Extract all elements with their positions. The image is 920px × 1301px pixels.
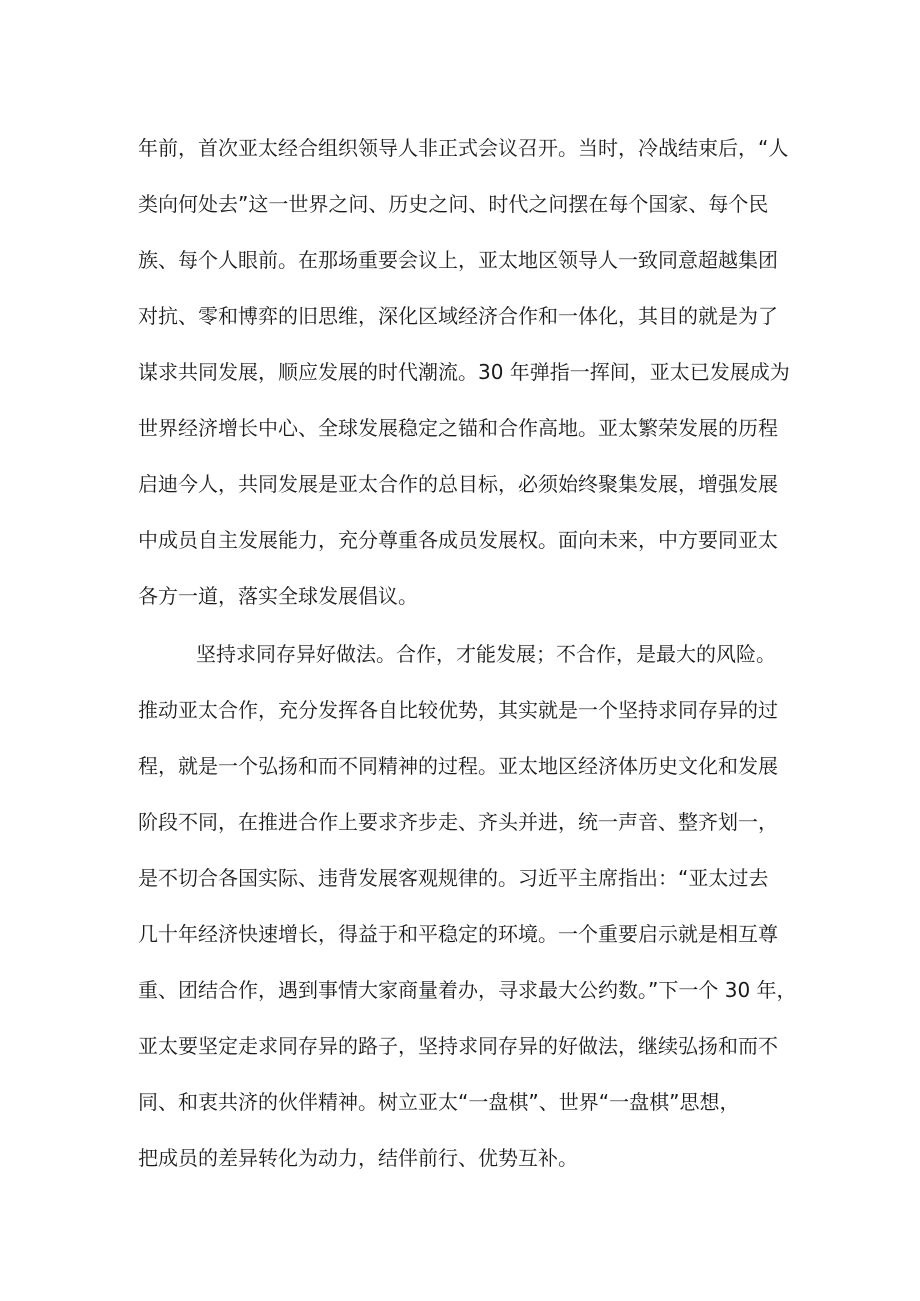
paragraph-line: 启迪今人，共同发展是亚太合作的总目标，必须始终聚集发展，增强发展 [138,472,778,496]
paragraph-line: 年前，首次亚太经合组织领导人非正式会议召开。当时，冷战结束后，“人 [138,136,789,160]
paragraph-line: 阶段不同，在推进合作上要求齐步走、齐头并进，统一声音、整齐划一， [138,810,778,834]
paragraph-line: 类向何处去”这一世界之问、历史之问、时代之问摆在每个国家、每个民 [138,192,769,216]
paragraph-line: 族、每个人眼前。在那场重要会议上，亚太地区领导人一致同意超越集团 [138,248,778,272]
paragraph-line: 程，就是一个弘扬和而不同精神的过程。亚太地区经济体历史文化和发展 [138,754,778,778]
paragraph-line: 世界经济增长中心、全球发展稳定之锚和合作高地。亚太繁荣发展的历程 [138,416,778,440]
paragraph-line: 对抗、零和博弈的旧思维，深化区域经济合作和一体化，其目的就是为了 [138,304,778,328]
paragraph-line: 是不切合各国实际、违背发展客观规律的。习近平主席指出：“亚太过去 [138,866,769,890]
paragraph-line: 中成员自主发展能力，充分尊重各成员发展权。面向未来，中方要同亚太 [138,528,778,552]
paragraph-line: 谋求共同发展，顺应发展的时代潮流。30 年弹指一挥间，亚太已发展成为 [138,360,790,384]
paragraph-line: 把成员的差异转化为动力，结伴前行、优势互补。 [138,1146,578,1170]
paragraph-line: 几十年经济快速增长，得益于和平稳定的环境。一个重要启示就是相互尊 [138,922,778,946]
paragraph-line: 同、和衷共济的伙伴精神。树立亚太“一盘棋”、世界“一盘棋”思想， [138,1090,740,1114]
paragraph-line: 重、团结合作，遇到事情大家商量着办，寻求最大公约数。”下一个 30 年， [138,978,797,1002]
paragraph-line: 各方一道，落实全球发展倡议。 [138,584,418,608]
paragraph-line: 推动亚太合作，充分发挥各自比较优势，其实就是一个坚持求同存异的过 [138,698,778,722]
paragraph-line: 坚持求同存异好做法。合作，才能发展；不合作，是最大的风险。 [196,642,776,666]
paragraph-line: 亚太要坚定走求同存异的路子，坚持求同存异的好做法，继续弘扬和而不 [138,1034,778,1058]
